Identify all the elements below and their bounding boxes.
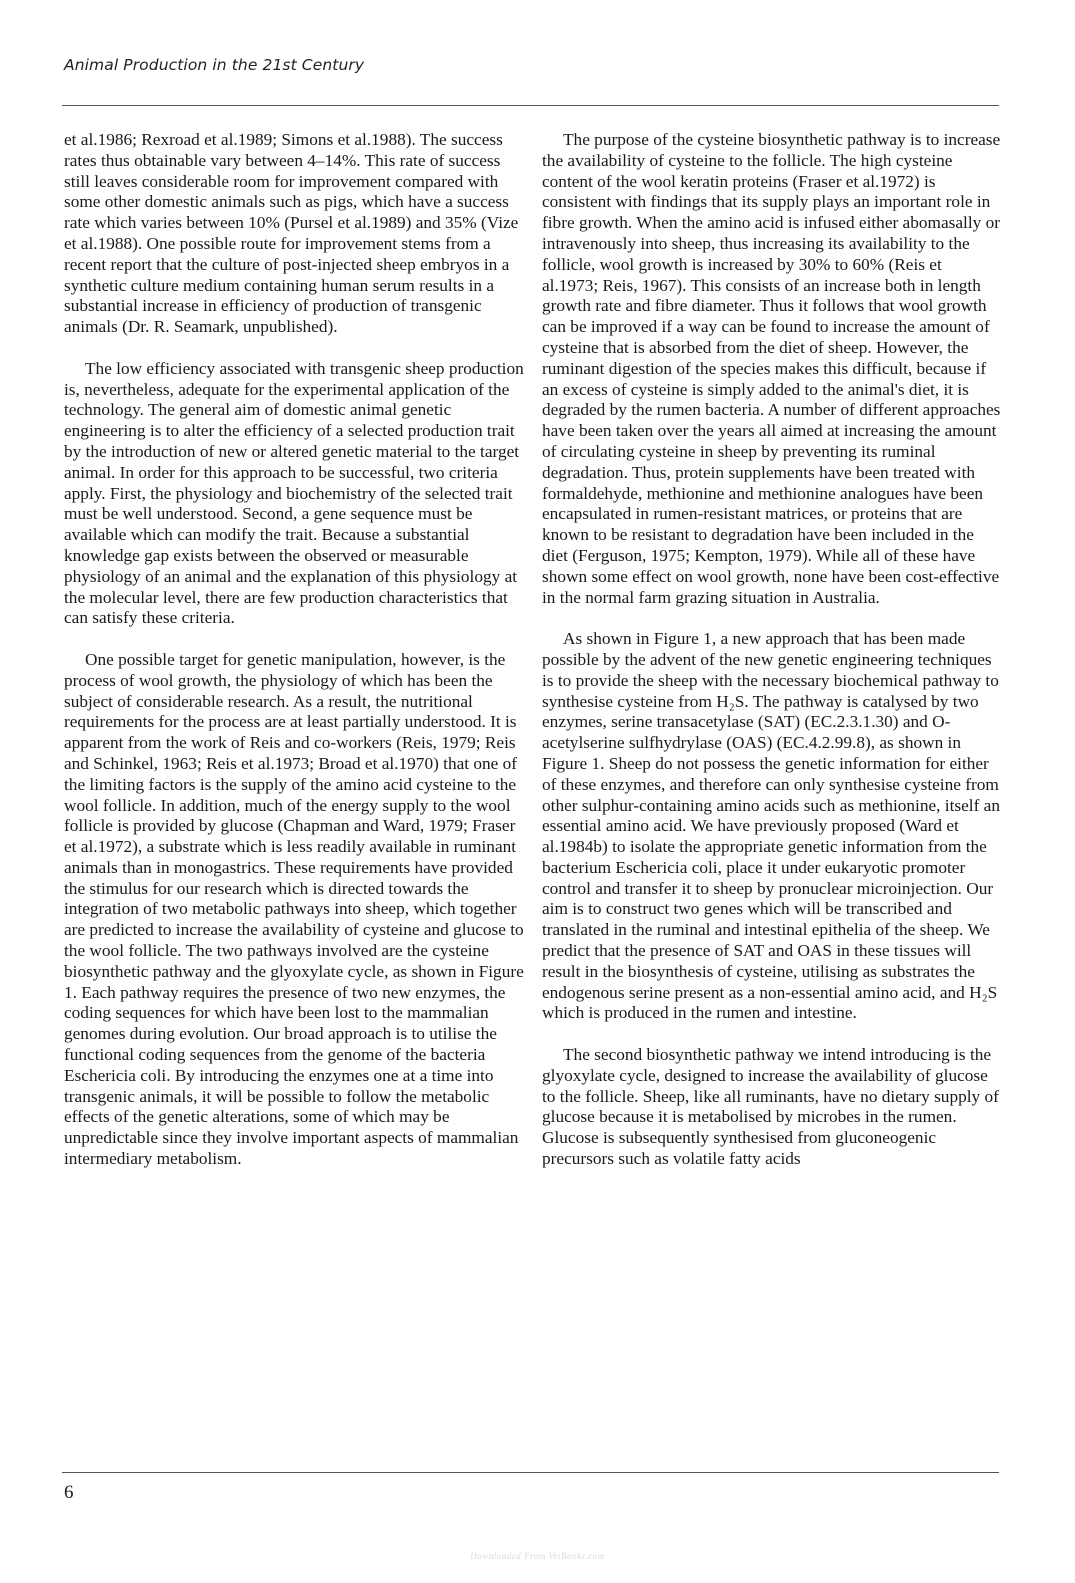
left-paragraph-2: The low efficiency associated with transgenic sheep production is, nevertheless, adequate for the experimental application of the technology. The general aim of domestic animal genetic engineering is to alter the efficiency of a selected production trait by the introduction of new or altered genetic material to the target animal. In order for this approach to be successful, two criteria apply. First, the physiology and biochemistry of the selected trait must be well understood. Second, a gene sequence must be available which can modify the trait. Because a substantial knowledge gap exists between the observed or measurable physiology of an animal and the explanation of this physiology at the molecular level, there are few production characteristics that can satisfy these criteria. — [64, 358, 524, 628]
left-paragraph-1: et al.1986; Rexroad et al.1989; Simons et al.1988). The success rates thus obtainable vary between 4–14%. This rate of success still leaves considerable room for improvement compared with some other domestic animals such as pigs, which have a success rate which varies between 10% (Pursel et al.1989) and 35% (Vize et al.1988). One possible route for improvement stems from a recent report that the culture of post-injected sheep embryos in a synthetic culture medium containing human serum results in a substantial increase in efficiency of production of transgenic animals (Dr. R. Seamark, unpublished). — [64, 130, 519, 337]
footer-watermark: Downloaded From VetBooks.com — [470, 1551, 605, 1561]
right-paragraph-3: The second biosynthetic pathway we intend introducing is the glyoxylate cycle, designed to increase the availability of glucose to the follicle. Sheep, like all ruminants, have no dietary supply of glucose because it is metabolised by microbes in the rumen. Glucose is subsequently synthesised from gluconeogenic precursors such as volatile fatty acids — [542, 1045, 999, 1169]
right-paragraph-2: As shown in Figure 1, a new approach that has been made possible by the advent of the new genetic engineering techniques is to provide the sheep with the necessary biochemical pathway to synthesise cysteine from H₂S. The pathway is catalysed by two enzymes, serine transacetylase (SAT) (EC.2.3.1.30) and O-acetylserine sulfhydrylase (OAS) (EC.4.2.99.8), as shown in Figure 1. Sheep do not possess the genetic information for either of these enzymes, and therefore can only synthesise cysteine from other sulphur-containing amino acids such as methionine, itself an essential amino acid. We have previously proposed (Ward et al.1984b) to isolate the appropriate genetic information from the bacterium Eschericia coli, place it under eukaryotic promoter control and transfer it to sheep by pronuclear microinjection. Our aim is to construct two genes which will be transcribed and translated in the ruminal and intestinal epithelia of the sheep. We predict that the presence of SAT and OAS in these tissues will result in the biosynthesis of cysteine, utilising as substrates the endogenous serine present as a non-essential amino acid, and H₂S which is produced in the rumen and intestine. — [542, 629, 1000, 1023]
footer-rule — [62, 1472, 999, 1473]
right-paragraph-1: The purpose of the cysteine biosynthetic pathway is to increase the availability of cysteine to the follicle. The high cysteine content of the wool keratin proteins (Fraser et al.1972) is consistent with findings that its supply plays an important role in fibre growth. When the amino acid is infused either abomasally or intravenously into sheep, thus increasing its availability to the follicle, wool growth is increased by 30% to 60% (Reis et al.1973; Reis, 1967). This consists of an increase both in length growth rate and fibre diameter. Thus it follows that wool growth can be improved if a way can be found to increase the amount of cysteine that is absorbed from the diet of sheep. However, the ruminant digestion of the species makes this difficult, because if an excess of cysteine is simply added to the animal's diet, it is degraded by the rumen bacteria. A number of different approaches have been taken over the years all aimed at increasing the amount of circulating cysteine in sheep by preventing its ruminal degradation. Thus, protein supplements have been treated with formaldehyde, methionine and methionine analogues have been encapsulated in rumen-resistant matrices, or proteins that are known to be resistant to degradation have been included in the diet (Ferguson, 1975; Kempton, 1979). While all of these have shown some effect on wool growth, none have been cost-effective in the normal farm grazing situation in Australia. — [542, 130, 1001, 607]
left-paragraph-3: One possible target for genetic manipulation, however, is the process of wool growth, the physiology of which has been the subject of considerable research. As a result, the nutritional requirements for the process are at least partially understood. It is apparent from the work of Reis and co-workers (Reis, 1979; Reis and Schinkel, 1963; Reis et al.1973; Broad et al.1970) that one of the limiting factors is the supply of the amino acid cysteine to the wool follicle. In addition, much of the energy supply to the wool follicle is provided by glucose (Chapman and Ward, 1979; Fraser et al.1972), a substrate which is less readily available in ruminant animals than in monogastrics. These requirements have provided the stimulus for our research which is directed towards the integration of two metabolic pathways into sheep, which together are predicted to increase the availability of cysteine and glucose to the wool follicle. The two pathways involved are the cysteine biosynthetic pathway and the glyoxylate cycle, as shown in Figure 1. Each pathway requires the presence of two new enzymes, the coding sequences for which have been lost to the mammalian genomes during evolution. Our broad approach is to utilise the functional coding sequences from the genome of the bacteria Eschericia coli. By introducing the enzymes one at a time into transgenic animals, it will be possible to follow the metabolic effects of the genetic alterations, some of which may be unpredictable since they involve important aspects of mammalian intermediary metabolism. — [64, 649, 524, 1169]
header-rule — [62, 105, 999, 106]
right-column — [542, 130, 1002, 1191]
page-number: 6 — [64, 1482, 74, 1503]
left-column — [64, 130, 524, 1191]
running-head-title: Animal Production in the 21st Century — [64, 56, 365, 74]
